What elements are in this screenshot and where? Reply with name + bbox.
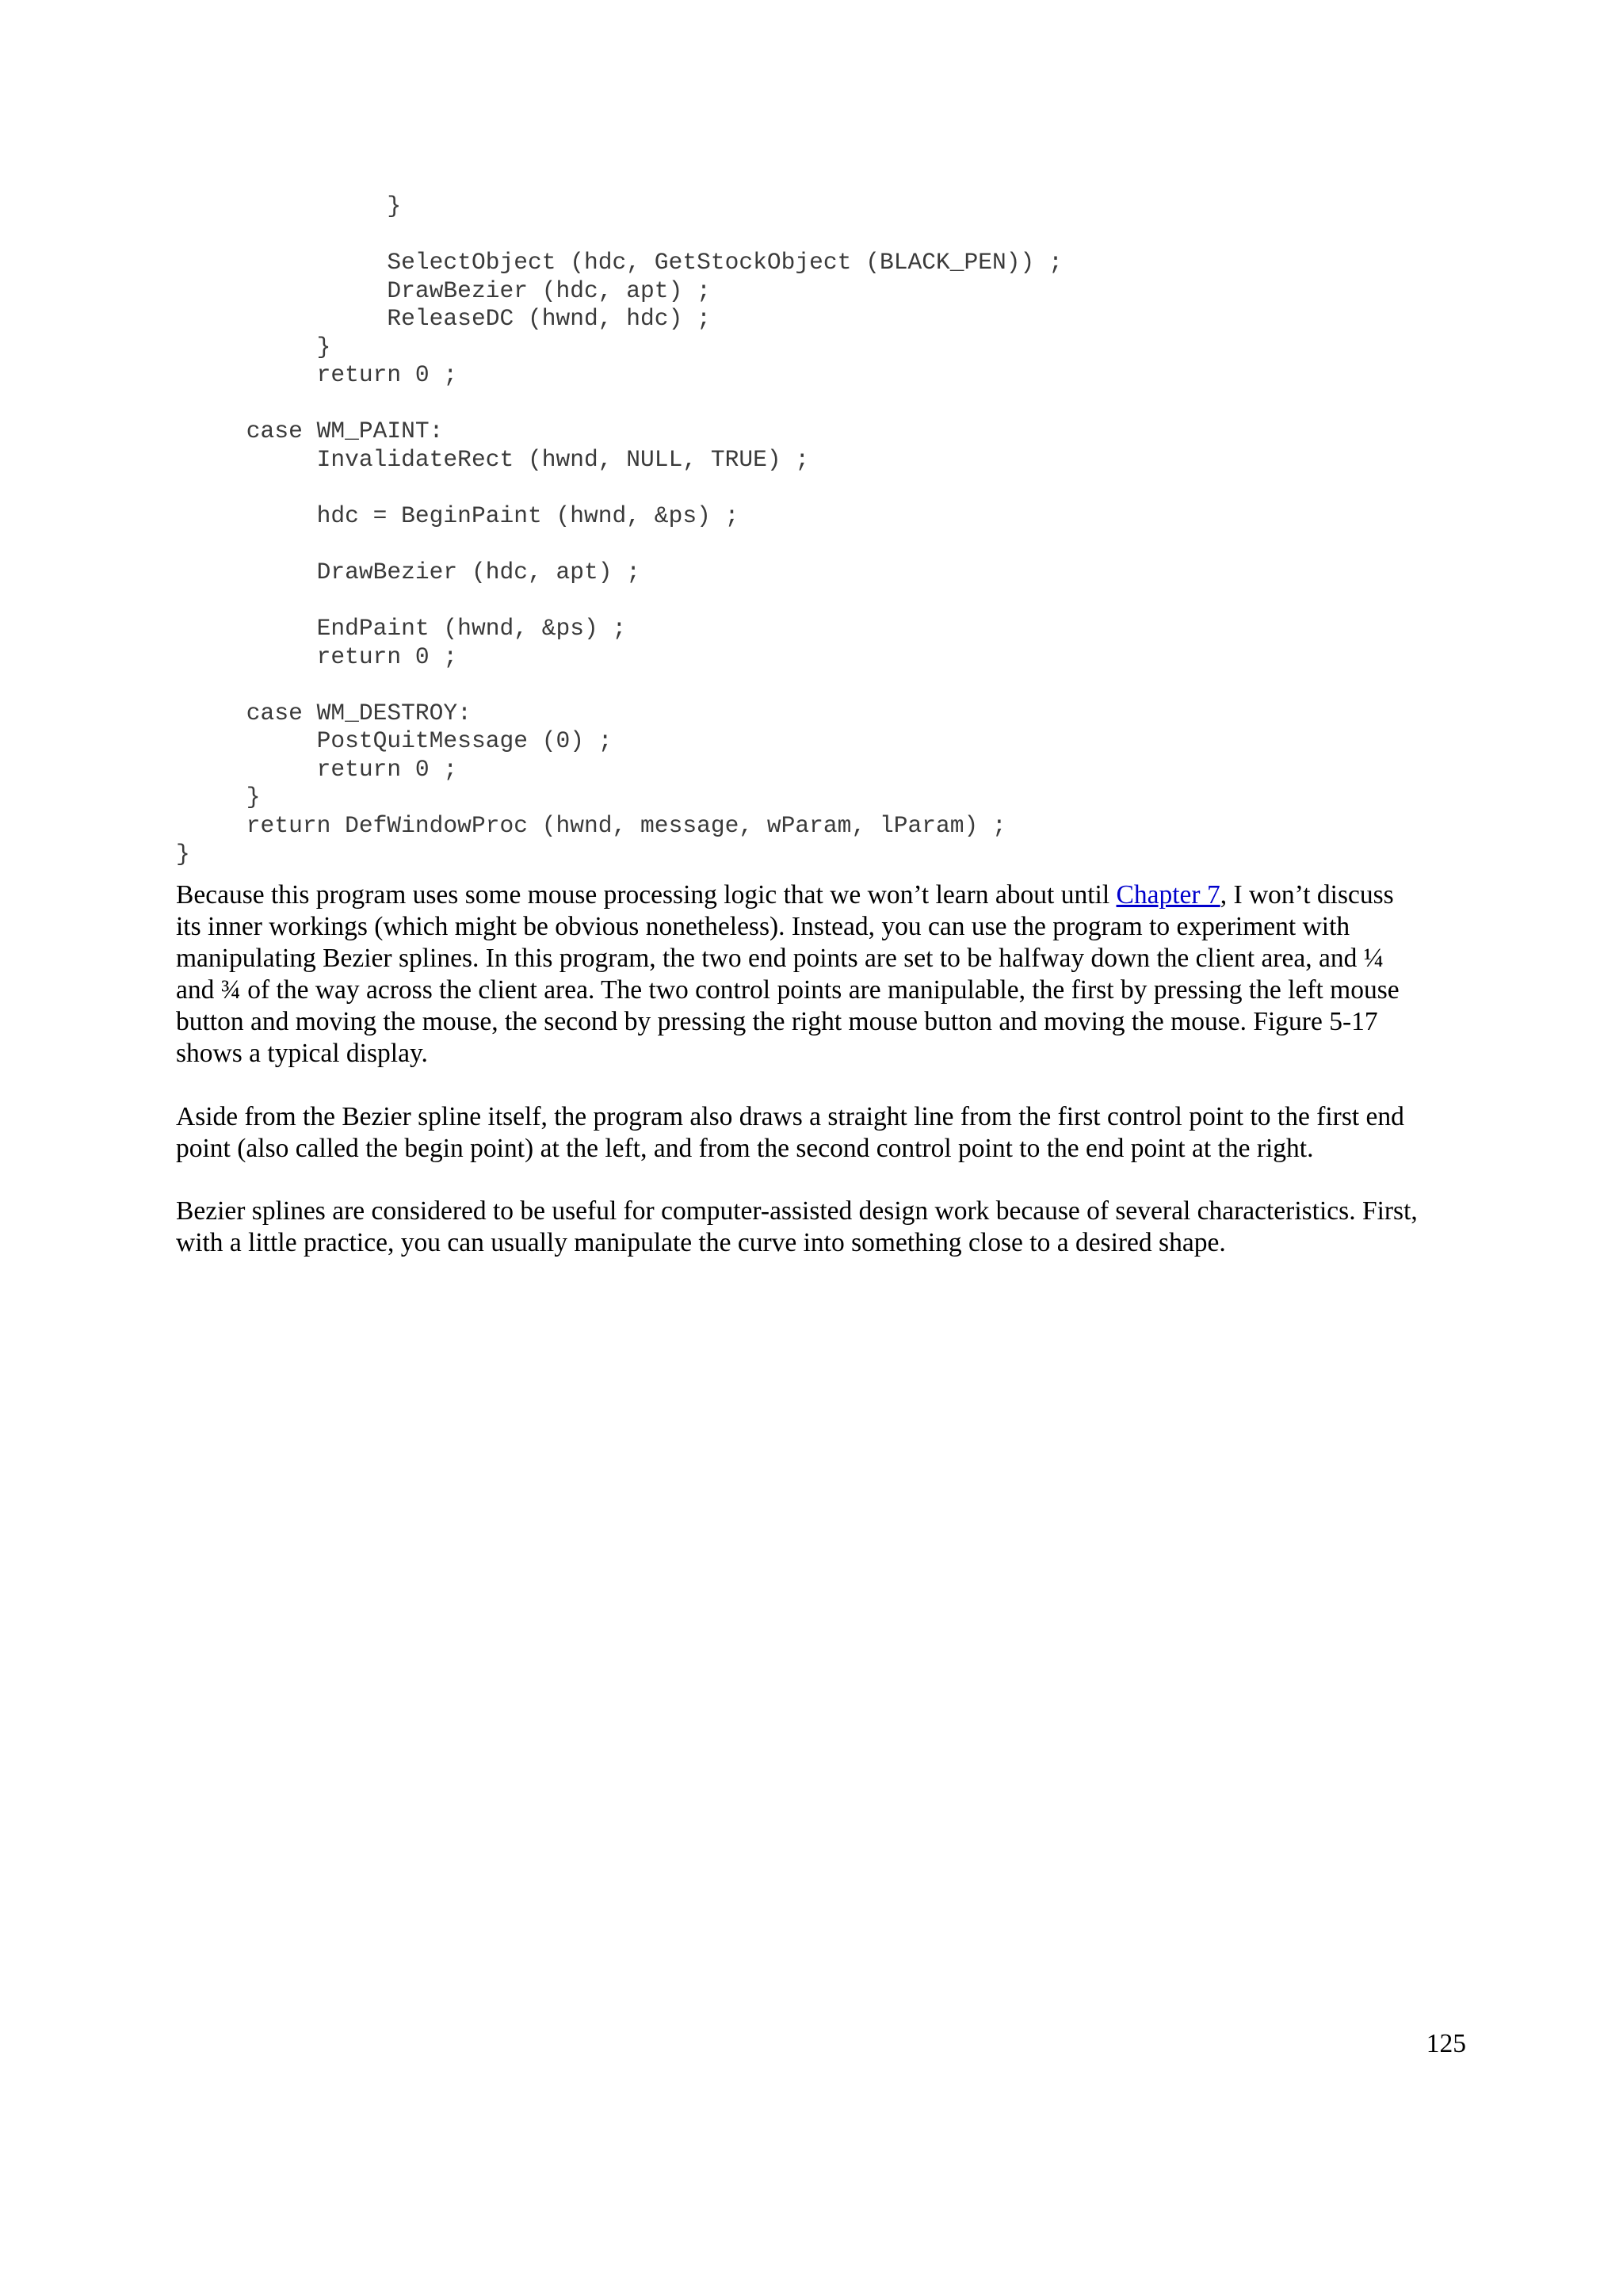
code-line: DrawBezier (hdc, apt) ;	[176, 559, 641, 586]
code-line: return 0 ;	[176, 755, 458, 783]
code-line: InvalidateRect (hwnd, NULL, TRUE) ;	[176, 445, 810, 473]
paragraph-straight-line	[176, 1101, 1476, 1165]
text-line	[176, 879, 1476, 911]
code-line: EndPaint (hwnd, &ps) ;	[176, 615, 627, 643]
paragraph-mouse-processing	[176, 879, 1476, 1070]
code-line: return DefWindowProc (hwnd, message, wParam, lParam) ;	[176, 812, 1006, 840]
text-line: button and moving the mouse, the second by pressing the right mouse button and moving the mouse. Figure 5-17	[176, 1007, 1378, 1037]
code-line: return 0 ;	[176, 643, 458, 670]
text-line: its inner workings (which might be obvious nonetheless). Instead, you can use the program to experiment with	[176, 912, 1350, 942]
code-line	[176, 587, 1063, 616]
text-line: manipulating Bezier splines. In this program, the two end points are set to be halfway down the client area, and ¼	[176, 944, 1384, 974]
code-line: }	[176, 333, 331, 360]
code-line	[176, 390, 1063, 418]
code-line	[176, 531, 1063, 559]
code-line	[176, 474, 1063, 502]
code-listing	[176, 193, 1063, 868]
text-line: shows a typical display.	[176, 1039, 428, 1069]
text-span: , I won’t discuss	[1220, 880, 1394, 910]
chapter-7-link[interactable]: Chapter 7	[1116, 880, 1220, 910]
text-span: Because this program uses some mouse processing logic that we won’t learn about until	[176, 880, 1117, 910]
code-line: hdc = BeginPaint (hwnd, &ps) ;	[176, 502, 739, 530]
text-line: Aside from the Bezier spline itself, the program also draws a straight line from the first control point to the first end	[176, 1101, 1404, 1131]
text-line: point (also called the begin point) at the left, and from the second control point to the end point at the right.	[176, 1133, 1314, 1163]
code-line	[176, 221, 1063, 250]
code-line: }	[176, 840, 190, 868]
code-line: PostQuitMessage (0) ;	[176, 727, 613, 755]
code-line	[176, 671, 1063, 700]
code-line: case WM_DESTROY:	[176, 699, 472, 727]
page-number: 125	[1426, 2029, 1466, 2058]
paragraph-cad-usefulness	[176, 1196, 1476, 1259]
text-line: Bezier splines are considered to be useful for computer-assisted design work because of several characteristics. First,	[176, 1196, 1418, 1226]
code-line: case WM_PAINT:	[176, 418, 444, 445]
text-line: and ¾ of the way across the client area. The two control points are manipulable, the first by pressing the left mouse	[176, 975, 1400, 1005]
code-line: ReleaseDC (hwnd, hdc) ;	[176, 305, 711, 333]
code-line: SelectObject (hdc, GetStockObject (BLACK_PEN)) ;	[176, 249, 1063, 277]
code-line: }	[176, 784, 261, 811]
code-line: }	[176, 193, 402, 219]
body-text	[176, 879, 1476, 1290]
code-line: DrawBezier (hdc, apt) ;	[176, 277, 711, 304]
code-line: return 0 ;	[176, 361, 458, 389]
text-line: with a little practice, you can usually manipulate the curve into something close to a desired shape.	[176, 1227, 1226, 1257]
